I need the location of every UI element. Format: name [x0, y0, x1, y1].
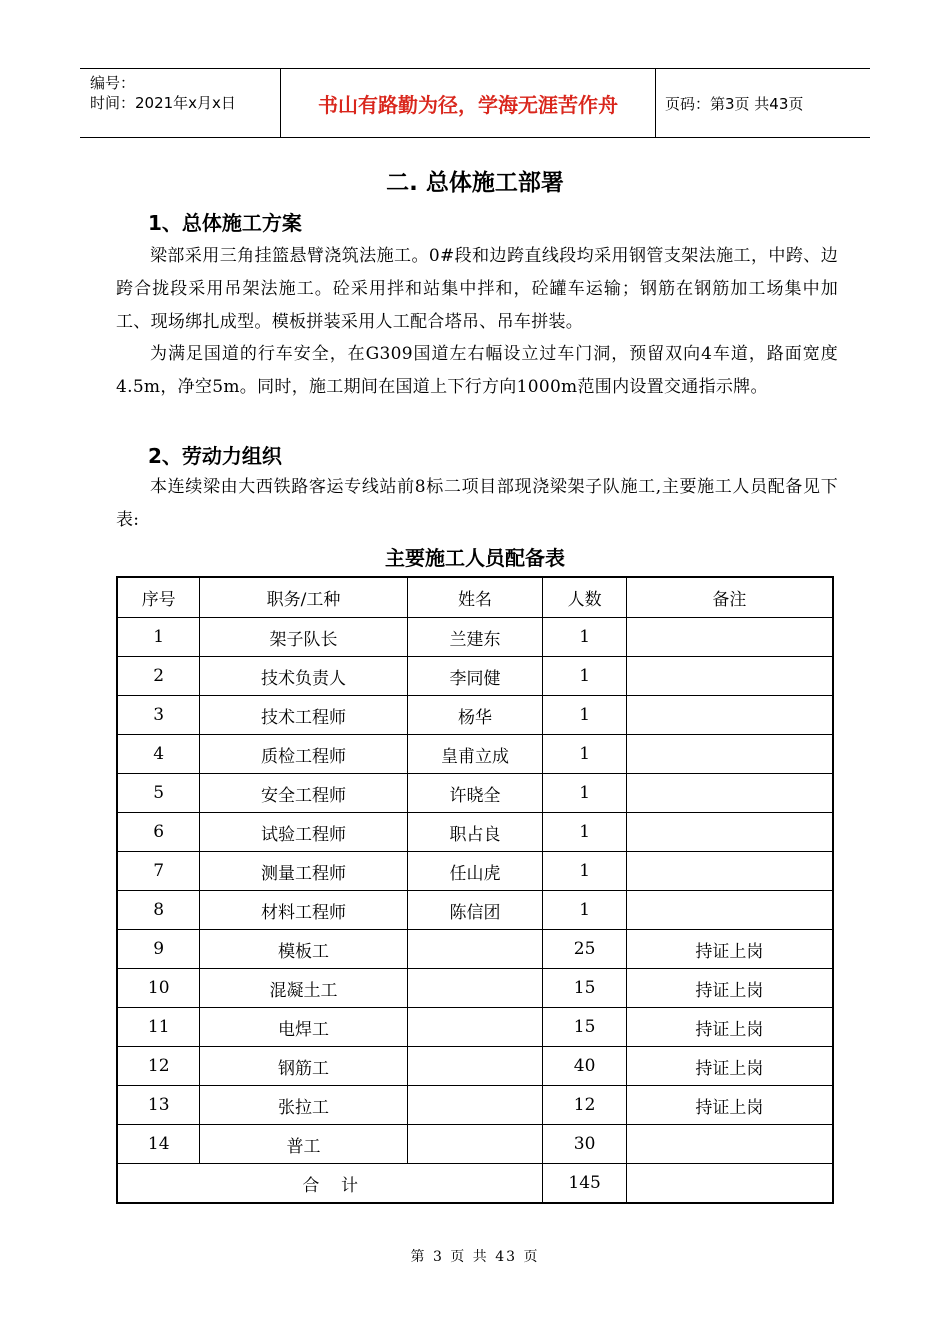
- table-cell: 持证上岗: [626, 969, 833, 1008]
- table-cell: 职占良: [407, 813, 543, 852]
- table-cell: 张拉工: [200, 1086, 407, 1125]
- table-cell: [407, 969, 543, 1008]
- table-total-row: [117, 1164, 833, 1204]
- section-1-heading: 1、总体施工方案: [148, 211, 302, 235]
- date-label: 时间：2021年x月x日: [90, 94, 236, 112]
- table-cell: 安全工程师: [200, 774, 407, 813]
- header-cell: 备注: [626, 577, 833, 618]
- table-cell: 兰建东: [407, 618, 543, 657]
- table-cell: 架子队长: [200, 618, 407, 657]
- table-cell: 许晓全: [407, 774, 543, 813]
- table-cell: 1: [543, 735, 626, 774]
- table-cell: 电焊工: [200, 1008, 407, 1047]
- staff-table: [116, 576, 834, 1204]
- header-cell: 序号: [117, 577, 200, 618]
- table-cell: 持证上岗: [626, 1086, 833, 1125]
- table-cell: [626, 852, 833, 891]
- table-cell: 持证上岗: [626, 1008, 833, 1047]
- total-value: 145: [543, 1164, 626, 1204]
- table-row: [117, 618, 833, 657]
- table-row: [117, 696, 833, 735]
- table-cell: 质检工程师: [200, 735, 407, 774]
- table-row: [117, 891, 833, 930]
- table-cell: 15: [543, 969, 626, 1008]
- table-cell: [626, 1125, 833, 1164]
- table-cell: 9: [117, 930, 200, 969]
- table-cell: [407, 1008, 543, 1047]
- table-row: [117, 657, 833, 696]
- page-footer: 第 3 页 共 43 页: [410, 1249, 540, 1265]
- table-cell: [626, 657, 833, 696]
- header-cell: 人数: [543, 577, 626, 618]
- table-cell: 1: [543, 657, 626, 696]
- table-cell: 任山虎: [407, 852, 543, 891]
- table-cell: [407, 1125, 543, 1164]
- table-cell: 技术负责人: [200, 657, 407, 696]
- header-meta: [80, 69, 281, 137]
- table-cell: [626, 735, 833, 774]
- table-cell: 模板工: [200, 930, 407, 969]
- header-page-label: 页码：第3页 共43页: [665, 94, 804, 113]
- table-cell: 12: [117, 1047, 200, 1086]
- table-cell: 皇甫立成: [407, 735, 543, 774]
- table-cell: 4: [117, 735, 200, 774]
- total-note: [626, 1164, 833, 1204]
- table-row: [117, 735, 833, 774]
- table-cell: 1: [543, 813, 626, 852]
- table-cell: 12: [543, 1086, 626, 1125]
- table-cell: 40: [543, 1047, 626, 1086]
- table-cell: [407, 930, 543, 969]
- table-cell: 持证上岗: [626, 930, 833, 969]
- table-cell: 6: [117, 813, 200, 852]
- table-cell: [626, 618, 833, 657]
- table-header-row: [117, 577, 833, 618]
- table-cell: 1: [543, 696, 626, 735]
- table-cell: [626, 891, 833, 930]
- section-2-heading: 2、劳动力组织: [148, 444, 282, 468]
- table-cell: [626, 813, 833, 852]
- table-row: [117, 969, 833, 1008]
- table-row: [117, 852, 833, 891]
- table-cell: 技术工程师: [200, 696, 407, 735]
- table-cell: 李同健: [407, 657, 543, 696]
- table-row: [117, 1047, 833, 1086]
- table-cell: [407, 1086, 543, 1125]
- header-motto: 书山有路勤为径，学海无涯苦作舟: [281, 69, 656, 137]
- table-cell: [626, 774, 833, 813]
- page-header: [80, 68, 870, 138]
- table-cell: 11: [117, 1008, 200, 1047]
- table-row: [117, 774, 833, 813]
- table-cell: 3: [117, 696, 200, 735]
- table-cell: 普工: [200, 1125, 407, 1164]
- table-cell: 2: [117, 657, 200, 696]
- table-row: [117, 1125, 833, 1164]
- page-title: 二. 总体施工部署: [386, 170, 564, 196]
- table-cell: 7: [117, 852, 200, 891]
- total-label: 合 计: [117, 1164, 543, 1204]
- table-title: 主要施工人员配备表: [385, 546, 565, 570]
- number-label: 编号：: [90, 74, 136, 92]
- section-1-paragraph-1: 梁部采用三角挂篮悬臂浇筑法施工。0#段和边跨直线段均采用钢管支架法施工，中跨、边跨合拢段采用吊架法施工。砼采用拌和站集中拌和，砼罐车运输；钢筋在钢筋加工场集中加工、现场绑扎成型。模板拼装采用人工配合塔吊、吊车拼装。: [116, 246, 838, 332]
- table-cell: 陈信团: [407, 891, 543, 930]
- table-cell: 1: [543, 891, 626, 930]
- table-cell: 8: [117, 891, 200, 930]
- table-cell: 混凝土工: [200, 969, 407, 1008]
- table-cell: 钢筋工: [200, 1047, 407, 1086]
- table-row: [117, 1008, 833, 1047]
- table-cell: [407, 1047, 543, 1086]
- table-cell: 25: [543, 930, 626, 969]
- table-cell: 14: [117, 1125, 200, 1164]
- table-cell: 材料工程师: [200, 891, 407, 930]
- table-body: [117, 618, 833, 1164]
- table-row: [117, 930, 833, 969]
- table-cell: 杨华: [407, 696, 543, 735]
- table-cell: 13: [117, 1086, 200, 1125]
- table-cell: [626, 696, 833, 735]
- table-row: [117, 1086, 833, 1125]
- table-cell: 1: [543, 852, 626, 891]
- table-cell: 试验工程师: [200, 813, 407, 852]
- table-cell: 30: [543, 1125, 626, 1164]
- section-1-paragraph-2: 为满足国道的行车安全，在G309国道左右幅设立过车门洞，预留双向4车道，路面宽度4.5m，净空5m。同时，施工期间在国道上下行方向1000m范围内设置交通指示牌。: [116, 344, 838, 397]
- table-cell: 测量工程师: [200, 852, 407, 891]
- table-cell: 5: [117, 774, 200, 813]
- section-2-paragraph-1: 本连续梁由大西铁路客运专线站前8标二项目部现浇梁架子队施工,主要施工人员配备见下表:: [116, 477, 838, 530]
- table-cell: 1: [543, 774, 626, 813]
- header-cell: 姓名: [407, 577, 543, 618]
- table-cell: 1: [543, 618, 626, 657]
- table-cell: 15: [543, 1008, 626, 1047]
- table-cell: 10: [117, 969, 200, 1008]
- table-cell: 持证上岗: [626, 1047, 833, 1086]
- table-cell: 1: [117, 618, 200, 657]
- header-cell: 职务/工种: [200, 577, 407, 618]
- table-row: [117, 813, 833, 852]
